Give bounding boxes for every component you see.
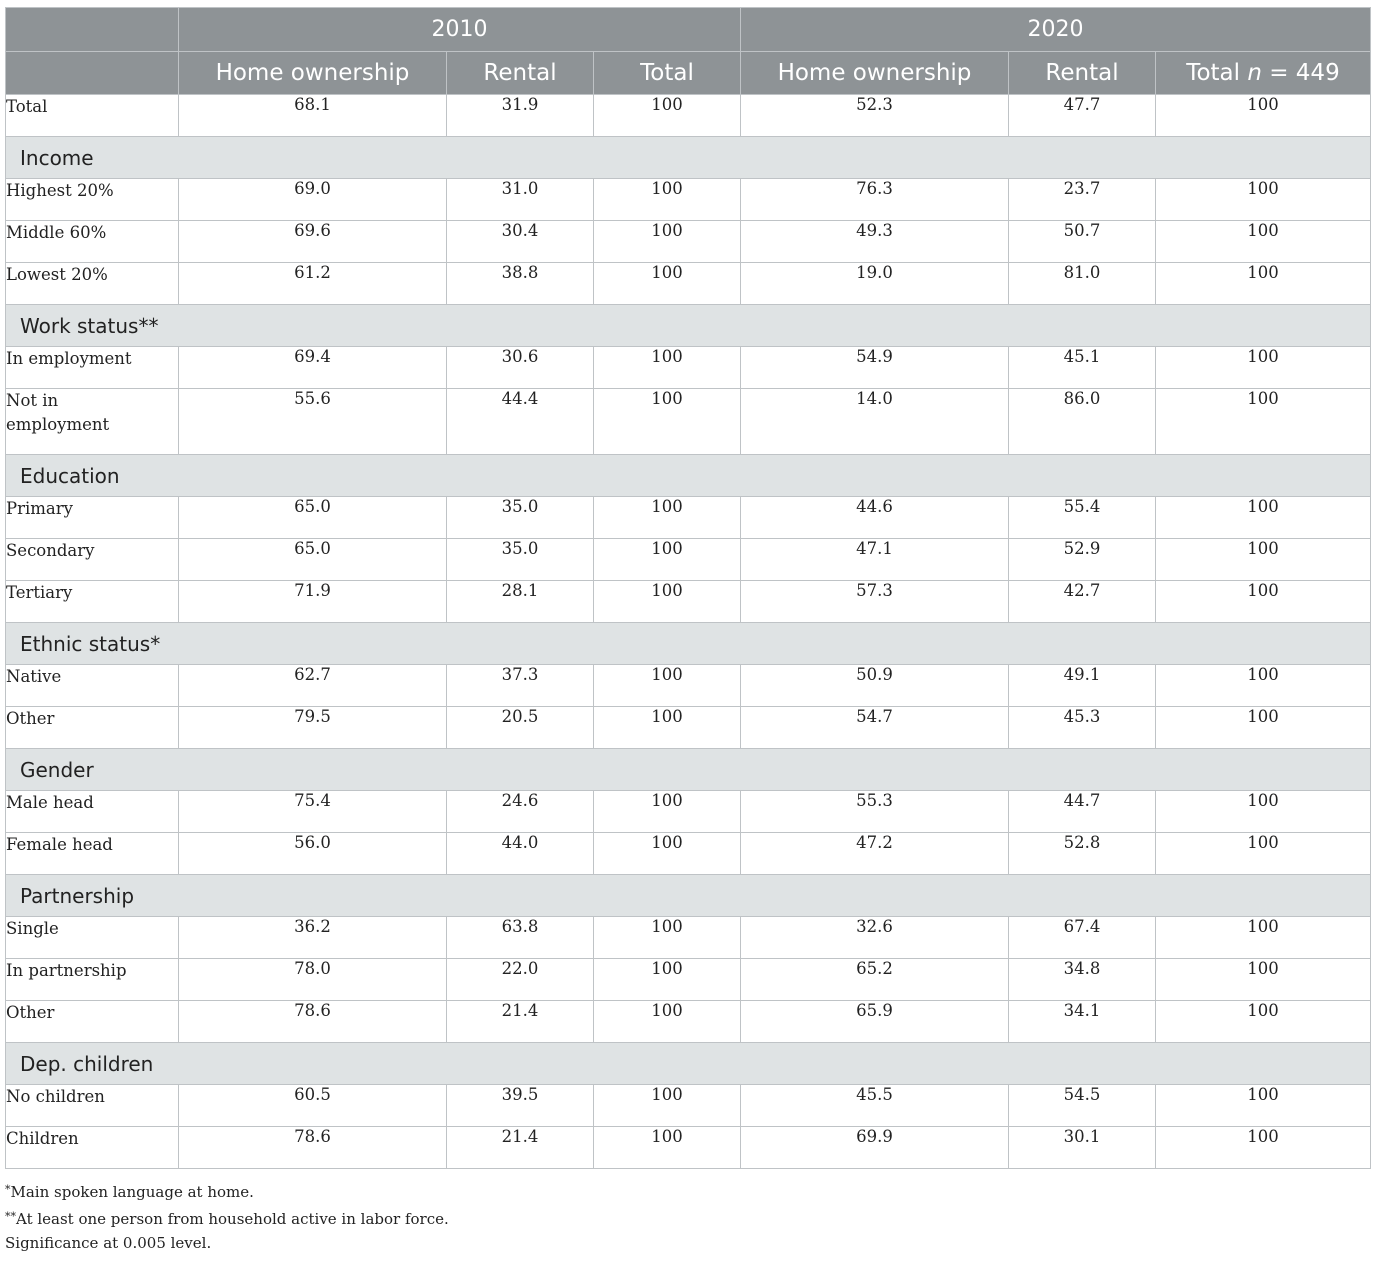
footnote-significance: Significance at 0.005 level.	[5, 1234, 212, 1252]
cell-2010-total: 100	[594, 389, 741, 455]
cell-2010-total: 100	[594, 1127, 741, 1169]
cell-2020-total: 100	[1156, 707, 1371, 749]
row-label: In partnership	[6, 959, 179, 1001]
table-body	[6, 95, 1371, 1169]
cell-2020-home-ownership: 76.3	[741, 179, 1009, 221]
cell-2010-home-ownership: 36.2	[179, 917, 447, 959]
corner-cell	[6, 52, 179, 95]
table-row	[6, 497, 1371, 539]
cell-2010-home-ownership: 78.6	[179, 1127, 447, 1169]
cell-2020-total: 100	[1156, 347, 1371, 389]
cell-2010-total: 100	[594, 833, 741, 875]
table-row	[6, 347, 1371, 389]
cell-2020-home-ownership: 14.0	[741, 389, 1009, 455]
cell-2010-rental: 22.0	[447, 959, 594, 1001]
row-label: Native	[6, 665, 179, 707]
footnote-mark: **	[5, 1209, 16, 1223]
row-label: Middle 60%	[6, 221, 179, 263]
table-row	[6, 959, 1371, 1001]
cell-2020-total: 100	[1156, 95, 1371, 137]
cell-2010-home-ownership: 69.6	[179, 221, 447, 263]
cell-2010-total: 100	[594, 179, 741, 221]
section-title: Work status**	[6, 305, 1371, 347]
table-row	[6, 1001, 1371, 1043]
cell-2020-rental: 50.7	[1009, 221, 1156, 263]
table-row	[6, 263, 1371, 305]
footnote-text: Main spoken language at home.	[10, 1183, 254, 1201]
row-label: No children	[6, 1085, 179, 1127]
row-label: Primary	[6, 497, 179, 539]
table-footnotes	[5, 1178, 1370, 1256]
table-container	[5, 7, 1370, 1256]
cell-2010-home-ownership: 61.2	[179, 263, 447, 305]
cell-2010-rental: 44.4	[447, 389, 594, 455]
table-row	[6, 389, 1371, 455]
year-2020-header: 2020	[741, 8, 1371, 52]
cell-2010-total: 100	[594, 263, 741, 305]
cell-2020-total: 100	[1156, 833, 1371, 875]
cell-2020-total: 100	[1156, 665, 1371, 707]
cell-2020-rental: 55.4	[1009, 497, 1156, 539]
col-2020-total-suffix: = 449	[1261, 60, 1340, 86]
section-title: Gender	[6, 749, 1371, 791]
cell-2020-total: 100	[1156, 221, 1371, 263]
cell-2010-home-ownership: 79.5	[179, 707, 447, 749]
cell-2010-total: 100	[594, 347, 741, 389]
cell-2010-total: 100	[594, 95, 741, 137]
column-header-row	[6, 52, 1371, 95]
footnote-language	[5, 1178, 1370, 1205]
data-table	[5, 7, 1371, 1169]
table-row	[6, 1085, 1371, 1127]
cell-2020-home-ownership: 69.9	[741, 1127, 1009, 1169]
section-header-ethnic-status	[6, 623, 1371, 665]
table-row	[6, 221, 1371, 263]
cell-2010-total: 100	[594, 791, 741, 833]
cell-2020-home-ownership: 19.0	[741, 263, 1009, 305]
cell-2010-total: 100	[594, 665, 741, 707]
cell-2020-total: 100	[1156, 1001, 1371, 1043]
col-2020-home-ownership: Home ownership	[741, 52, 1009, 95]
cell-2010-total: 100	[594, 221, 741, 263]
cell-2020-home-ownership: 54.7	[741, 707, 1009, 749]
cell-2010-rental: 37.3	[447, 665, 594, 707]
cell-2020-home-ownership: 57.3	[741, 581, 1009, 623]
section-title: Income	[6, 137, 1371, 179]
cell-2010-total: 100	[594, 959, 741, 1001]
table-row	[6, 707, 1371, 749]
cell-2010-rental: 21.4	[447, 1127, 594, 1169]
section-title: Partnership	[6, 875, 1371, 917]
cell-2010-home-ownership: 55.6	[179, 389, 447, 455]
cell-2020-rental: 45.3	[1009, 707, 1156, 749]
cell-2010-home-ownership: 68.1	[179, 95, 447, 137]
table-row-total	[6, 95, 1371, 137]
footnote-mark: *	[5, 1183, 11, 1196]
cell-2020-rental: 86.0	[1009, 389, 1156, 455]
cell-2010-rental: 31.9	[447, 95, 594, 137]
cell-2020-rental: 52.8	[1009, 833, 1156, 875]
section-header-gender	[6, 749, 1371, 791]
cell-2010-home-ownership: 65.0	[179, 539, 447, 581]
cell-2020-total: 100	[1156, 263, 1371, 305]
table-row	[6, 917, 1371, 959]
cell-2010-rental: 24.6	[447, 791, 594, 833]
cell-2010-home-ownership: 56.0	[179, 833, 447, 875]
cell-2010-rental: 20.5	[447, 707, 594, 749]
col-2010-total: Total	[594, 52, 741, 95]
row-label: Other	[6, 1001, 179, 1043]
cell-2020-total: 100	[1156, 791, 1371, 833]
col-2020-total-prefix: Total	[1186, 60, 1248, 86]
col-2020-total-n: n	[1247, 60, 1262, 86]
cell-2020-rental: 30.1	[1009, 1127, 1156, 1169]
footnote-labor-force	[5, 1205, 1370, 1232]
cell-2020-rental: 47.7	[1009, 95, 1156, 137]
table-row	[6, 179, 1371, 221]
cell-2010-rental: 30.4	[447, 221, 594, 263]
cell-2010-rental: 30.6	[447, 347, 594, 389]
cell-2020-home-ownership: 47.2	[741, 833, 1009, 875]
section-header-work-status	[6, 305, 1371, 347]
col-2020-rental: Rental	[1009, 52, 1156, 95]
section-header-dep-children	[6, 1043, 1371, 1085]
cell-2020-home-ownership: 50.9	[741, 665, 1009, 707]
cell-2020-total: 100	[1156, 389, 1371, 455]
cell-2020-total: 100	[1156, 581, 1371, 623]
cell-2020-home-ownership: 47.1	[741, 539, 1009, 581]
cell-2020-rental: 42.7	[1009, 581, 1156, 623]
row-label: Highest 20%	[6, 179, 179, 221]
cell-2010-total: 100	[594, 1001, 741, 1043]
cell-2010-home-ownership: 62.7	[179, 665, 447, 707]
cell-2020-total: 100	[1156, 179, 1371, 221]
cell-2020-home-ownership: 49.3	[741, 221, 1009, 263]
col-2020-total	[1156, 52, 1371, 95]
row-label: Total	[6, 95, 179, 137]
cell-2010-total: 100	[594, 1085, 741, 1127]
cell-2020-total: 100	[1156, 959, 1371, 1001]
row-label: Children	[6, 1127, 179, 1169]
row-label: Secondary	[6, 539, 179, 581]
cell-2010-rental: 63.8	[447, 917, 594, 959]
table-row	[6, 665, 1371, 707]
section-title: Ethnic status*	[6, 623, 1371, 665]
cell-2010-rental: 44.0	[447, 833, 594, 875]
corner-cell	[6, 8, 179, 52]
cell-2010-home-ownership: 65.0	[179, 497, 447, 539]
cell-2010-total: 100	[594, 539, 741, 581]
cell-2010-total: 100	[594, 917, 741, 959]
row-label: Lowest 20%	[6, 263, 179, 305]
cell-2020-rental: 44.7	[1009, 791, 1156, 833]
cell-2020-rental: 67.4	[1009, 917, 1156, 959]
row-label: Other	[6, 707, 179, 749]
cell-2010-home-ownership: 60.5	[179, 1085, 447, 1127]
year-header-row	[6, 8, 1371, 52]
cell-2020-rental: 81.0	[1009, 263, 1156, 305]
cell-2020-rental: 49.1	[1009, 665, 1156, 707]
cell-2020-rental: 34.8	[1009, 959, 1156, 1001]
cell-2010-rental: 35.0	[447, 539, 594, 581]
table-row	[6, 791, 1371, 833]
section-header-partnership	[6, 875, 1371, 917]
cell-2020-home-ownership: 32.6	[741, 917, 1009, 959]
cell-2020-rental: 45.1	[1009, 347, 1156, 389]
col-2010-home-ownership: Home ownership	[179, 52, 447, 95]
cell-2010-rental: 39.5	[447, 1085, 594, 1127]
cell-2010-rental: 35.0	[447, 497, 594, 539]
cell-2010-total: 100	[594, 581, 741, 623]
cell-2020-home-ownership: 54.9	[741, 347, 1009, 389]
cell-2010-home-ownership: 75.4	[179, 791, 447, 833]
cell-2010-total: 100	[594, 707, 741, 749]
cell-2020-total: 100	[1156, 1127, 1371, 1169]
cell-2020-rental: 54.5	[1009, 1085, 1156, 1127]
cell-2010-home-ownership: 69.4	[179, 347, 447, 389]
section-header-education	[6, 455, 1371, 497]
row-label: Male head	[6, 791, 179, 833]
footnote-text: At least one person from household active in labor force.	[16, 1209, 449, 1228]
cell-2010-rental: 38.8	[447, 263, 594, 305]
cell-2020-total: 100	[1156, 539, 1371, 581]
cell-2020-total: 100	[1156, 1085, 1371, 1127]
row-label: In employment	[6, 347, 179, 389]
row-label: Female head	[6, 833, 179, 875]
cell-2020-home-ownership: 44.6	[741, 497, 1009, 539]
row-label: Not in employment	[6, 389, 179, 455]
col-2010-rental: Rental	[447, 52, 594, 95]
section-title: Dep. children	[6, 1043, 1371, 1085]
cell-2020-home-ownership: 45.5	[741, 1085, 1009, 1127]
table-header	[6, 8, 1371, 95]
cell-2010-total: 100	[594, 497, 741, 539]
row-label: Tertiary	[6, 581, 179, 623]
cell-2020-total: 100	[1156, 497, 1371, 539]
cell-2020-total: 100	[1156, 917, 1371, 959]
cell-2010-home-ownership: 78.6	[179, 1001, 447, 1043]
section-header-income	[6, 137, 1371, 179]
cell-2020-home-ownership: 52.3	[741, 95, 1009, 137]
cell-2010-rental: 21.4	[447, 1001, 594, 1043]
table-row	[6, 539, 1371, 581]
cell-2020-home-ownership: 65.9	[741, 1001, 1009, 1043]
cell-2020-rental: 34.1	[1009, 1001, 1156, 1043]
year-2010-header: 2010	[179, 8, 741, 52]
table-row	[6, 833, 1371, 875]
cell-2010-home-ownership: 69.0	[179, 179, 447, 221]
section-title: Education	[6, 455, 1371, 497]
cell-2010-home-ownership: 71.9	[179, 581, 447, 623]
row-label: Single	[6, 917, 179, 959]
cell-2020-home-ownership: 55.3	[741, 791, 1009, 833]
cell-2010-home-ownership: 78.0	[179, 959, 447, 1001]
cell-2020-rental: 23.7	[1009, 179, 1156, 221]
cell-2020-home-ownership: 65.2	[741, 959, 1009, 1001]
table-row	[6, 581, 1371, 623]
cell-2010-rental: 31.0	[447, 179, 594, 221]
table-row	[6, 1127, 1371, 1169]
cell-2020-rental: 52.9	[1009, 539, 1156, 581]
cell-2010-rental: 28.1	[447, 581, 594, 623]
